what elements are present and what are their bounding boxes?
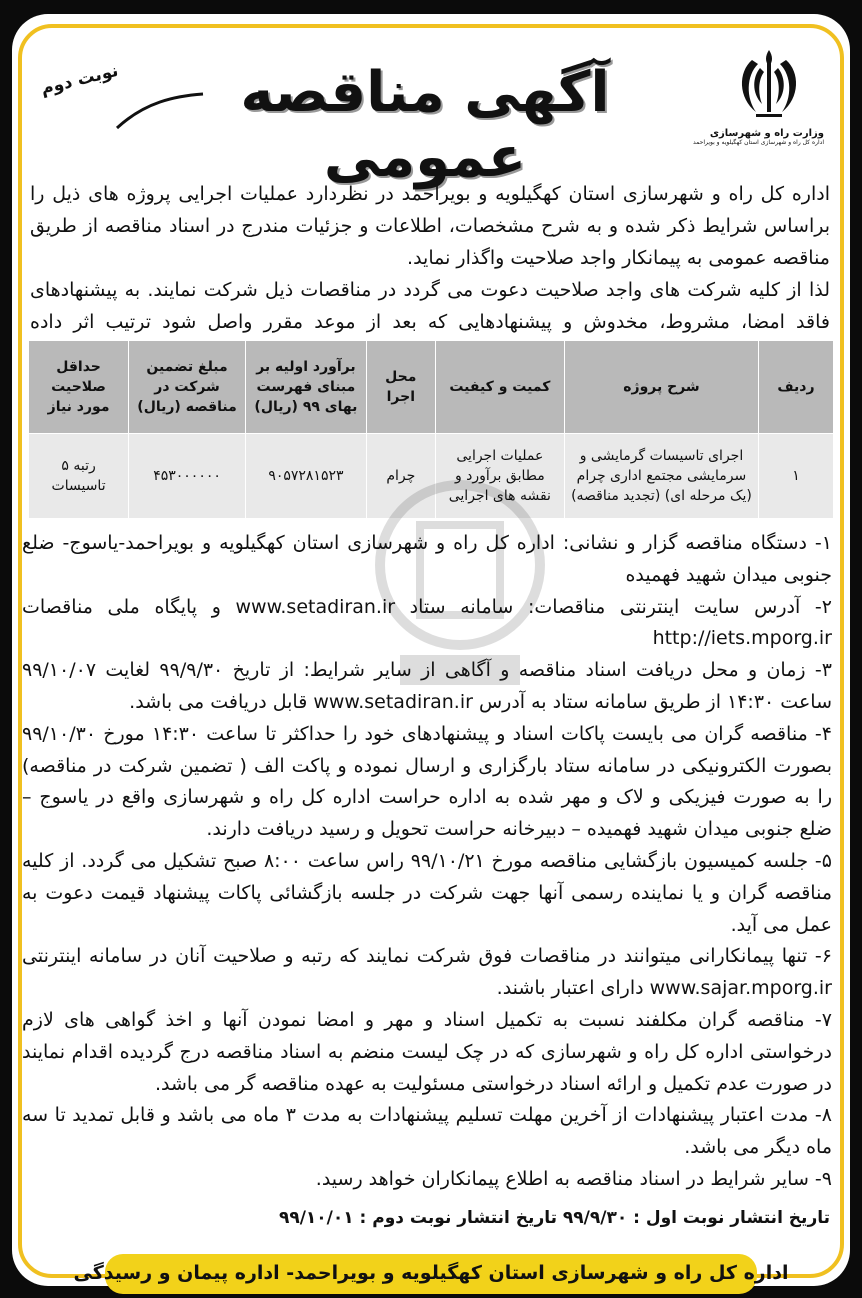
list-item: ۸- مدت اعتبار پیشنهادات از آخرین مهلت تسلیم پیشنهادات به مدت ۳ ماه می باشد و قابل تمدید تا سه ماه دیگر می باشد.	[22, 1104, 832, 1159]
list-item: ۲- آدرس سایت اینترنتی مناقصات: سامانه ستاد www.setadiran.ir و پایگاه ملی مناقصات http://iets.mporg.ir	[22, 595, 832, 650]
emblem-icon	[734, 46, 804, 126]
logo-ministry-text: وزارت راه و شهرسازی	[709, 128, 824, 139]
list-item: ۳- زمان و محل دریافت اسناد مناقصه و آگاهی از سایر شرایط: از تاریخ ۹۹/۹/۳۰ لغایت ۹۹/۱۰/۰۷ ساعت ۱۴:۳۰ از طریق سامانه ستاد به آدرس www.setadiran.ir قابل دریافت می باشد.	[22, 659, 832, 713]
list-item: ۶- تنها پیمانکارانی میتوانند در مناقصات فوق شرکت نمایند که رتبه و صلاحیت آنان در سامانه اینترنتی www.sajar.mporg.ir دارای اعتبار باشند.	[22, 945, 832, 1000]
swoosh-icon	[115, 92, 205, 132]
round-label: نوبت دوم	[38, 60, 121, 100]
list-item: ۴- مناقصه گران می بایست پاکات اسناد و پیشنهادهای خود را حداکثر تا ساعت ۱۴:۳۰ مورخ ۹۹/۱۰/۳۰ بصورت الکترونیکی در سامانه ستاد بارگزاری و ارسال نموده و پاکت الف ( تضمین شرکت در مناقصه) را به صورت فیزیکی و لاک و مهر شده به اداره حراست اداره کل راه و شهرسازی واقع در یاسوج – ضلع جنوبی میدان شهید فهمیده – دبیرخانه حراست تحویل و رسید دریافت دارند.	[22, 722, 832, 841]
list-item: ۹- سایر شرایط در اسناد مناقصه به اطلاع پیمانکاران خواهد رسید.	[315, 1167, 832, 1190]
cell-location: چرام	[366, 434, 435, 519]
header-guarantee-amount: مبلغ تضمین شرکت در مناقصه (ریال)	[129, 341, 246, 434]
header-min-qualification: حداقل صلاحیت مورد نیاز	[29, 341, 129, 434]
cell-guarantee-amount: ۴۵۳۰۰۰۰۰۰	[129, 434, 246, 519]
header-quantity-quality: کمیت و کیفیت	[435, 341, 564, 434]
intro-paragraph-2: لذا از کلیه شرکت های واجد صلاحیت دعوت می گردد در مناقصات ذیل شرکت نمایند. به پیشنهادهای فاقد امضا، مشروط، مخدوش و پیشنهادهایی که بعد از موعد مقرر واصل شود ترتیب اثر داده	[30, 279, 830, 333]
cell-min-qualification: رتبه ۵ تاسیسات	[29, 434, 129, 519]
header-row-number: ردیف	[758, 341, 833, 434]
header-location: محل اجرا	[366, 341, 435, 434]
publication-dates: تاریخ انتشار نوبت اول : ۹۹/۹/۳۰ تاریخ انتشار نوبت دوم : ۹۹/۱۰/۰۱	[278, 1208, 830, 1228]
list-item: ۵- جلسه کمیسیون بازگشایی مناقصه مورخ ۹۹/۱۰/۲۱ راس ساعت ۸:۰۰ صبح تشکیل می گردد. از کلیه مناقصه گران و یا نماینده رسمی آنها جهت شرکت در جلسه بازگشائی پاکات پیشنهاد قیمت دعوت به عمل می آید.	[22, 849, 833, 936]
header	[20, 40, 840, 190]
conditions-list	[22, 528, 832, 1196]
header-initial-estimate: برآورد اولیه بر مبنای فهرست بهای ۹۹ (ریال)	[245, 341, 366, 434]
intro-paragraph-1: اداره کل راه و شهرسازی استان کهگیلویه و بویراحمد در نظردارد عملیات اجرایی پروژه های ذیل را براساس شرایط ذکر شده و به شرح مشخصات، اطلاعات و جزئیات مندرج در اسناد مناقصه از طریق مناقصه عمومی به پیمانکار واجد صلاحیت واگذار نماید.	[30, 183, 830, 269]
list-item: ۱- دستگاه مناقصه گزار و نشانی: اداره کل راه و شهرسازی استان کهگیلویه و بویراحمد-یاسوج- ضلع جنوبی میدان شهید فهمیده	[22, 532, 832, 586]
cell-project-description: اجرای تاسیسات گرمایشی و سرمایشی مجتمع اداری چرام (یک مرحله ای) (تجدید مناقصه)	[565, 434, 759, 519]
ministry-logo	[693, 46, 824, 181]
footer-text: اداره کل راه و شهرسازی استان کهگیلویه و بویراحمد- اداره پیمان و رسیدگی	[73, 1262, 789, 1284]
cell-quantity-quality: عملیات اجرایی مطابق برآورد و نقشه های اجرایی	[435, 434, 564, 519]
cell-row-number: ۱	[758, 434, 833, 519]
cell-initial-estimate: ۹۰۵۷۲۸۱۵۲۳	[245, 434, 366, 519]
header-project-description: شرح پروژه	[565, 341, 759, 434]
footer	[0, 1250, 862, 1298]
logo-office-text: اداره کل راه و شهرسازی استان کهگیلویه و بویراحمد	[693, 139, 824, 146]
table-header-row	[29, 341, 834, 434]
page-title: آگهی مناقصه عمومی	[240, 60, 610, 190]
list-item: ۷- مناقصه گران مکلفند نسبت به تکمیل اسناد و مهر و امضا نمودن آنها و اخذ گواهی های لازم درخواستی اداره کل راه و شهرسازی که در چک لیست منضم به اسناد مناقصه درج گردیده اقدام نمایند در صورت عدم تکمیل و ارائه اسناد درخواستی مسئولیت به عهده مناقصه گر می باشد.	[22, 1008, 832, 1095]
